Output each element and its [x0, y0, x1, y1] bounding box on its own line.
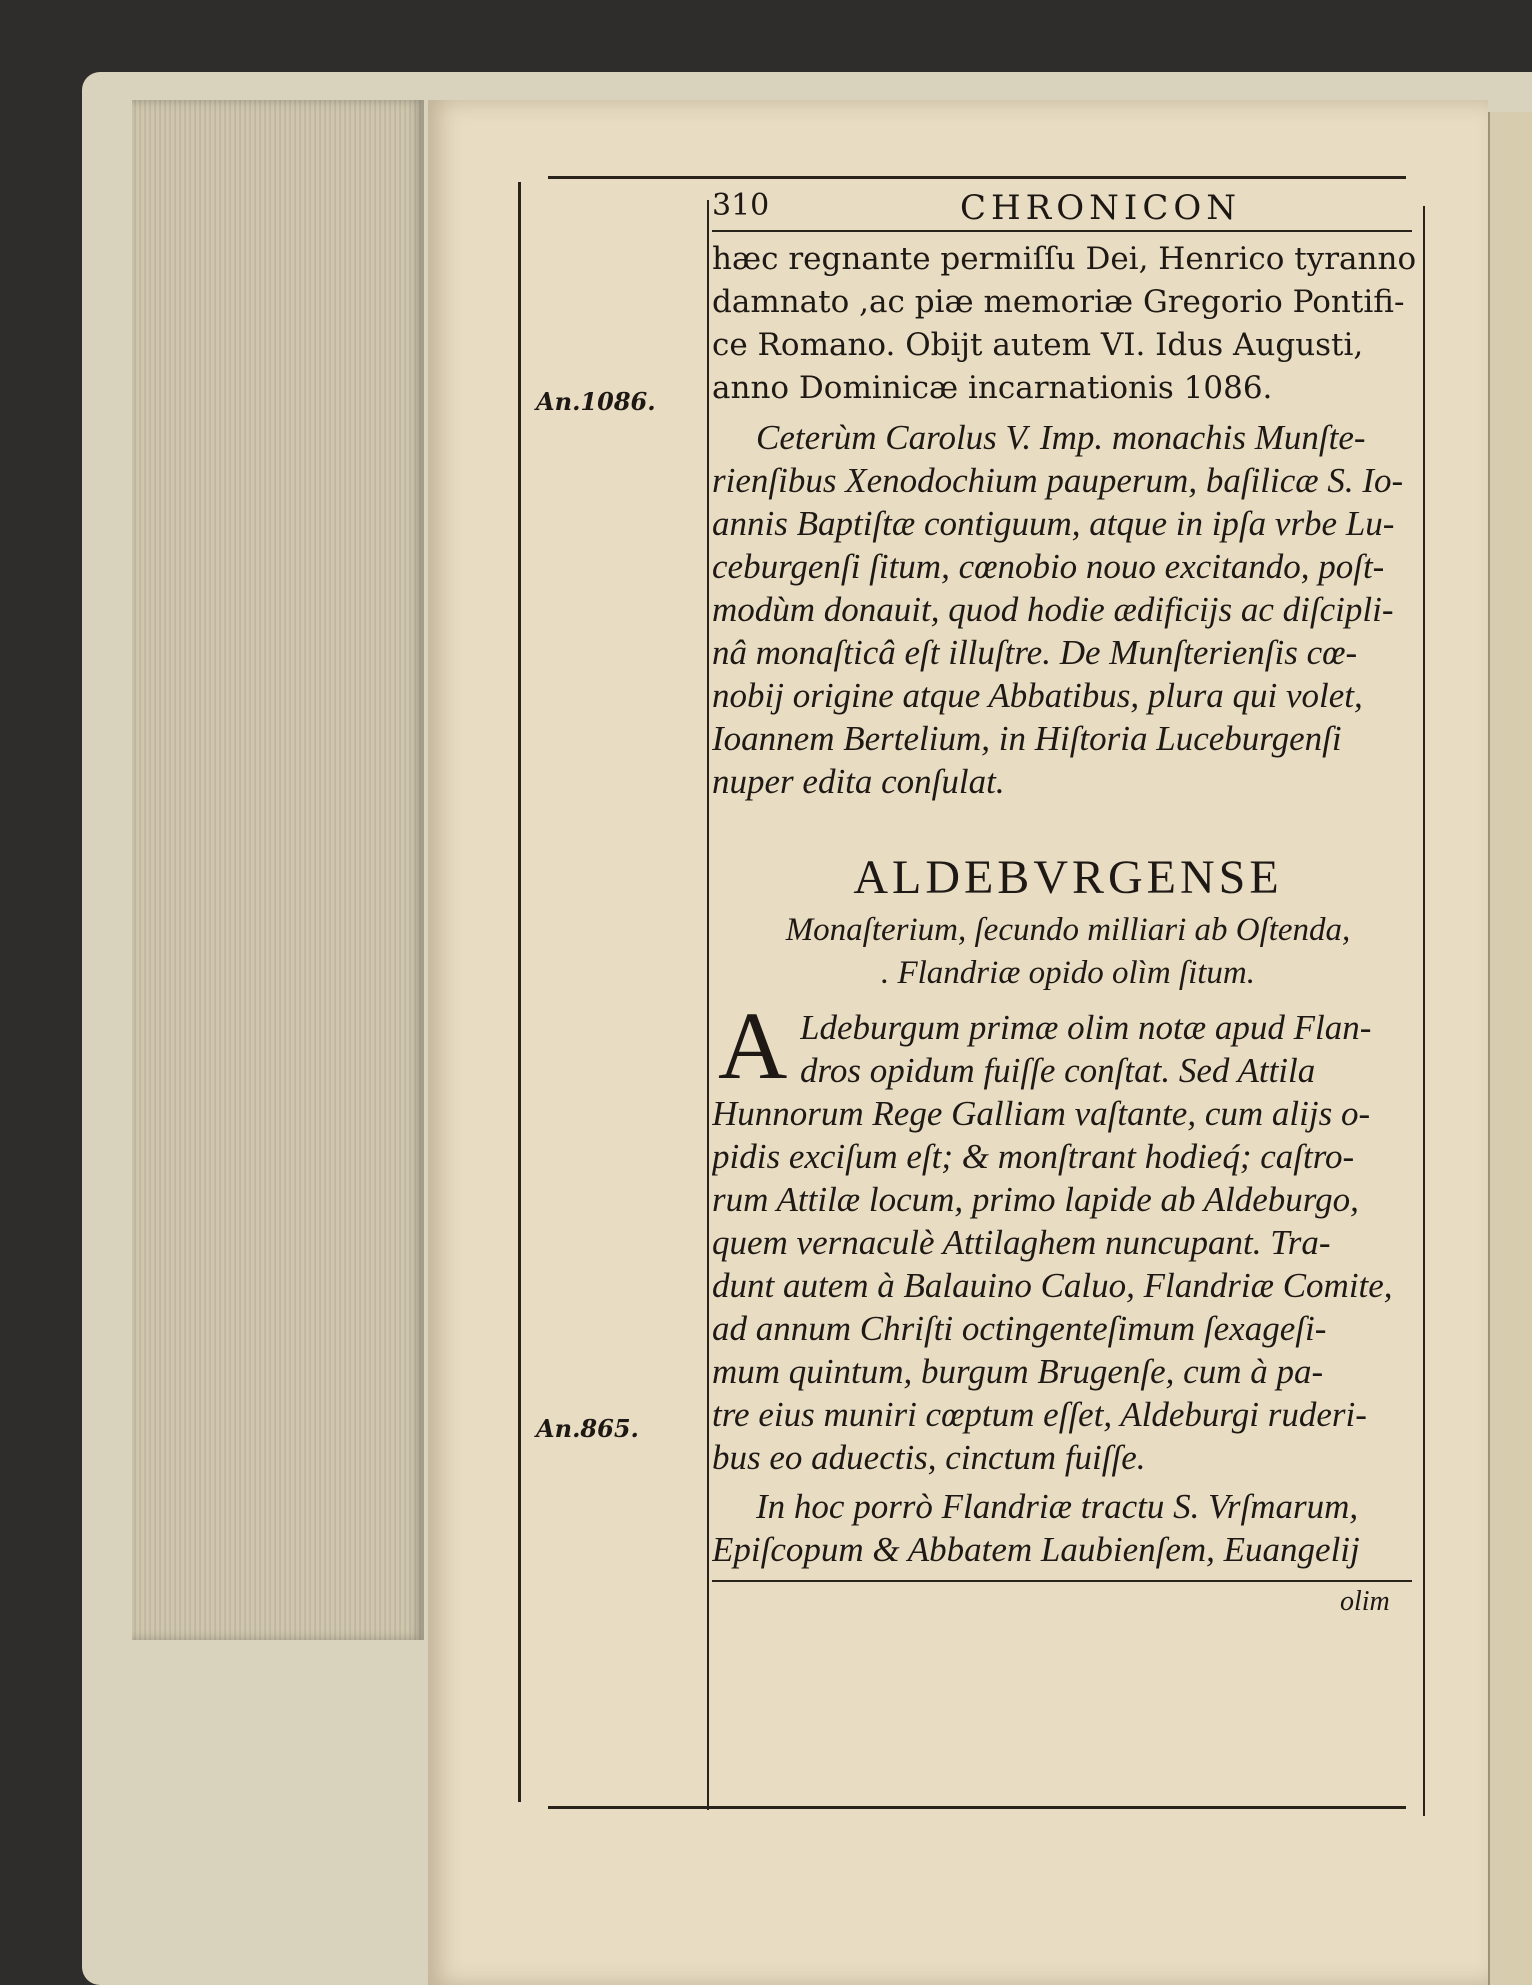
text-line: damnato ,ac piæ memoriæ Gregorio Pontifi- — [712, 284, 1405, 320]
page-edges — [132, 100, 424, 1640]
text-line: dros opidum fuiſſe conſtat. Sed Attila — [800, 1051, 1316, 1090]
text-line: mum quintum, burgum Brugenſe, cum à pa- — [712, 1352, 1324, 1391]
catchword: olim — [1340, 1586, 1390, 1617]
text-line: modùm donauit, quod hodie ædificijs ac diſcipli- — [712, 590, 1394, 629]
catchword-rule — [712, 1580, 1412, 1582]
text-line: quem vernaculè Attilaghem nuncupant. Tra- — [712, 1223, 1331, 1262]
top-rule — [548, 176, 1406, 179]
text-line: tre eius muniri cœptum eſſet, Aldeburgi ruderi- — [712, 1395, 1367, 1434]
text-left-rule — [707, 200, 709, 1810]
running-head — [712, 186, 1412, 232]
text-line: Ldeburgum primæ olim notæ apud Flan- — [800, 1008, 1372, 1047]
text-line: nuper edita conſulat. — [712, 762, 1005, 801]
text-line: annis Baptiſtæ contiguum, atque in ipſa vrbe Lu- — [712, 504, 1395, 543]
margin-note-year-1086: An.1086. — [536, 387, 656, 416]
text-line: pidis exciſum eſt; & monſtrant hodieq́; caſtro- — [712, 1137, 1355, 1176]
section-subheading: Monaſterium, ſecundo milliari ab Oſtenda, — [785, 912, 1351, 948]
text-line: rum Attilæ locum, primo lapide ab Aldeburgo, — [712, 1180, 1359, 1219]
text-line: nâ monaſticâ eſt illuſtre. De Munſterienſis cœ- — [712, 633, 1358, 672]
text-line: ad annum Chriſti octingenteſimum ſexageſi- — [712, 1309, 1327, 1348]
page-number: 310 — [712, 188, 770, 223]
drop-cap: A — [718, 992, 788, 1099]
text-line: dunt autem à Balauino Caluo, Flandriæ Comite, — [712, 1266, 1393, 1305]
text-line: Hunnorum Rege Galliam vaſtante, cum alijs o- — [712, 1094, 1371, 1133]
text-line: hæc regnante permiſſu Dei, Henrico tyranno — [712, 241, 1417, 277]
section-subheading: . Flandriæ opido olìm ſitum. — [880, 955, 1256, 991]
text-line: bus eo aduectis, cinctum fuiſſe. — [712, 1438, 1146, 1477]
text-line: Epiſcopum & Abbatem Laubienſem, Euangelij — [712, 1530, 1360, 1569]
text-line: Ceterùm Carolus V. Imp. monachis Munſte- — [756, 418, 1366, 457]
margin-rule — [518, 182, 521, 1802]
text-line: ce Romano. Obijt autem VI. Idus Augusti, — [712, 327, 1364, 363]
running-title: CHRONICON — [960, 188, 1241, 228]
section-heading: ALDEBVRGENSE — [853, 851, 1283, 904]
text-line: Ioannem Bertelium, in Hiſtoria Luceburgenſi — [712, 719, 1342, 758]
text-line: nobij origine atque Abbatibus, plura qui volet, — [712, 676, 1363, 715]
text-line: ceburgenſi ſitum, cœnobio nouo excitando, poſt- — [712, 547, 1385, 586]
text-line: anno Dominicæ incarnationis 1086. — [712, 370, 1273, 406]
facing-page-edge — [1488, 112, 1532, 1985]
margin-note-year-865: An.865. — [536, 1414, 639, 1443]
text-line: rienſibus Xenodochium pauperum, baſilicæ S. Io- — [712, 461, 1404, 500]
bottom-rule — [548, 1806, 1406, 1809]
text-line: In hoc porrò Flandriæ tractu S. Vrſmarum, — [756, 1487, 1359, 1526]
